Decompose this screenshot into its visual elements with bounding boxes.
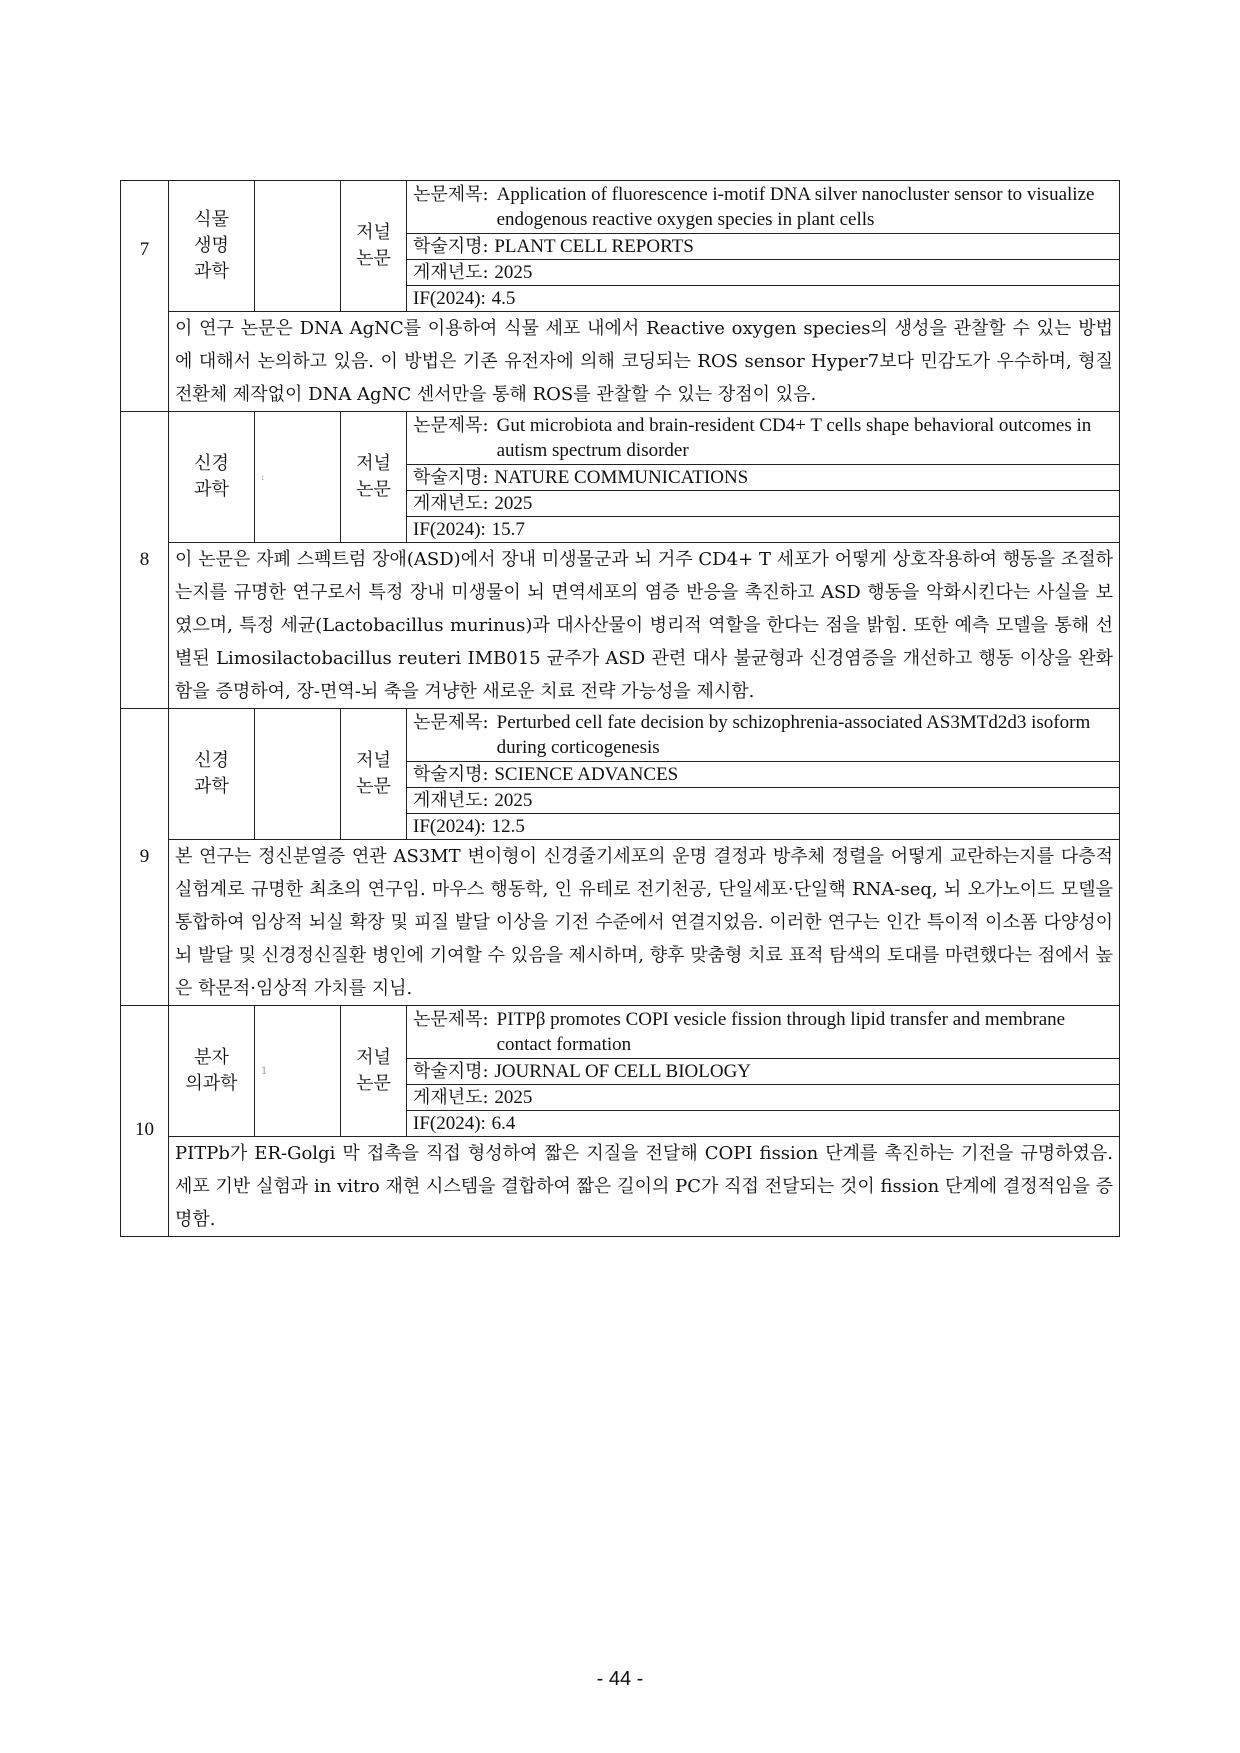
paper-title: Gut microbiota and brain-resident CD4+ T cells shape behavioral outcomes in autism spectrum disorder xyxy=(496,415,1092,461)
journal-name: PLANT CELL REPORTS xyxy=(494,236,694,257)
paper-title: Application of fluorescence i-motif DNA silver nanocluster sensor to visualize endogenous reactive oxygen species in plant cells xyxy=(496,184,1095,230)
table-row xyxy=(121,1006,1120,1059)
journal-cell xyxy=(407,234,1120,260)
if-label: IF(2024): xyxy=(413,816,486,837)
impact-factor: 12.5 xyxy=(491,816,525,837)
impact-factor: 6.4 xyxy=(491,1113,516,1134)
journal-cell xyxy=(407,465,1120,491)
row-number: 9 xyxy=(121,709,169,1006)
paper-title-cell xyxy=(407,412,1120,465)
impact-factor-cell xyxy=(407,814,1120,840)
publication-type: 저널 논문 xyxy=(341,181,407,312)
table-row xyxy=(121,543,1120,709)
blank-cell: : xyxy=(255,412,341,543)
table-row xyxy=(121,412,1120,465)
row-number: 7 xyxy=(121,181,169,412)
paper-title-cell xyxy=(407,1006,1120,1059)
paper-title: PITPβ promotes COPI vesicle fission through lipid transfer and membrane contact formation xyxy=(496,1009,1066,1055)
impact-factor: 15.7 xyxy=(491,519,525,540)
blank-cell: 1 xyxy=(255,1006,341,1137)
row-number: 8 xyxy=(121,412,169,709)
year-label: 게재년도: xyxy=(413,790,489,811)
title-label: 논문제목: xyxy=(413,415,489,436)
year-cell xyxy=(407,491,1120,517)
journal-label: 학술지명: xyxy=(413,1061,489,1082)
year-label: 게재년도: xyxy=(413,262,489,283)
journal-label: 학술지명: xyxy=(413,467,489,488)
paper-title-cell xyxy=(407,709,1120,762)
publication-type: 저널 논문 xyxy=(341,412,407,543)
journal-name: SCIENCE ADVANCES xyxy=(494,764,679,785)
journal-label: 학술지명: xyxy=(413,764,489,785)
publication-type: 저널 논문 xyxy=(341,1006,407,1137)
paper-title: Perturbed cell fate decision by schizophrenia-associated AS3MTd2d3 isoform during corticogenesis xyxy=(496,712,1091,758)
research-field: 분자 의과학 xyxy=(169,1006,255,1137)
blank-cell xyxy=(255,709,341,840)
if-label: IF(2024): xyxy=(413,288,486,309)
page-number: - 44 - xyxy=(596,1668,644,1690)
if-label: IF(2024): xyxy=(413,1113,486,1134)
impact-factor: 4.5 xyxy=(491,288,516,309)
table-row xyxy=(121,1137,1120,1237)
year-cell xyxy=(407,788,1120,814)
journal-label: 학술지명: xyxy=(413,236,489,257)
paper-summary: 본 연구는 정신분열증 연관 AS3MT 변이형이 신경줄기세포의 운명 결정과 방추체 정렬을 어떻게 교란하는지를 다층적 실험계로 규명한 최초의 연구임. 마우스 행동학, 인 유테로 전기천공, 단일세포·단일핵 RNA-seq, 뇌 오가노이드 모델을 통합하여 임상적 뇌실 확장 및 피질 발달 이상을 기전 수준에서 연결지었음. 이러한 연구는 인간 특이적 이소폼 다양성이 뇌 발달 및 신경정신질환 병인에 기여할 수 있음을 제시하며, 향후 맞춤형 치료 표적 탐색의 토대를 마련했다는 점에서 높은 학문적·임상적 가치를 지님. xyxy=(169,840,1120,1006)
title-label: 논문제목: xyxy=(413,712,489,733)
journal-name: NATURE COMMUNICATIONS xyxy=(494,467,749,488)
table-row xyxy=(121,312,1120,412)
impact-factor-cell xyxy=(407,517,1120,543)
research-field: 식물 생명 과학 xyxy=(169,181,255,312)
research-field: 신경 과학 xyxy=(169,709,255,840)
table-row xyxy=(121,181,1120,234)
publication-year: 2025 xyxy=(494,493,533,514)
journal-name: JOURNAL OF CELL BIOLOGY xyxy=(494,1061,752,1082)
year-cell xyxy=(407,260,1120,286)
paper-summary: PITPb가 ER-Golgi 막 접촉을 직접 형성하여 짧은 지질을 전달해 COPI fission 단계를 촉진하는 기전을 규명하였음. 세포 기반 실험과 in vitro 재현 시스템을 결합하여 짧은 길이의 PC가 직접 전달되는 것이 fission 단계에 결정적임을 증명함. xyxy=(169,1137,1120,1237)
journal-cell xyxy=(407,762,1120,788)
research-field: 신경 과학 xyxy=(169,412,255,543)
title-label: 논문제목: xyxy=(413,1009,489,1030)
publication-type: 저널 논문 xyxy=(341,709,407,840)
publication-year: 2025 xyxy=(494,262,533,283)
blank-cell xyxy=(255,181,341,312)
table-row xyxy=(121,840,1120,1006)
row-number: 10 xyxy=(121,1006,169,1237)
year-cell xyxy=(407,1085,1120,1111)
table-row xyxy=(121,709,1120,762)
year-label: 게재년도: xyxy=(413,493,489,514)
paper-summary: 이 연구 논문은 DNA AgNC를 이용하여 식물 세포 내에서 Reactive oxygen species의 생성을 관찰할 수 있는 방법에 대해서 논의하고 있음. 이 방법은 기존 유전자에 의해 코딩되는 ROS sensor Hyper7보다 민감도가 우수하며, 형질전환체 제작없이 DNA AgNC 센서만을 통해 ROS를 관찰할 수 있는 장점이 있음. xyxy=(169,312,1120,412)
paper-title-cell xyxy=(407,181,1120,234)
impact-factor-cell xyxy=(407,286,1120,312)
research-papers-table xyxy=(120,180,1120,1237)
publication-year: 2025 xyxy=(494,1087,533,1108)
publication-year: 2025 xyxy=(494,790,533,811)
year-label: 게재년도: xyxy=(413,1087,489,1108)
impact-factor-cell xyxy=(407,1111,1120,1137)
paper-summary: 이 논문은 자폐 스펙트럼 장애(ASD)에서 장내 미생물군과 뇌 거주 CD4+ T 세포가 어떻게 상호작용하여 행동을 조절하는지를 규명한 연구로서 특정 장내 미생물이 뇌 면역세포의 염증 반응을 촉진하고 ASD 행동을 악화시킨다는 사실을 보였으며, 특정 세균(Lactobacillus murinus)과 대사산물이 병리적 역할을 한다는 점을 밝힘. 또한 예측 모델을 통해 선별된 Limosilactobacillus reuteri IMB015 균주가 ASD 관련 대사 불균형과 신경염증을 개선하고 행동 이상을 완화함을 증명하여, 장-면역-뇌 축을 겨냥한 새로운 치료 전략 가능성을 제시함. xyxy=(169,543,1120,709)
title-label: 논문제목: xyxy=(413,184,489,205)
journal-cell xyxy=(407,1059,1120,1085)
if-label: IF(2024): xyxy=(413,519,486,540)
